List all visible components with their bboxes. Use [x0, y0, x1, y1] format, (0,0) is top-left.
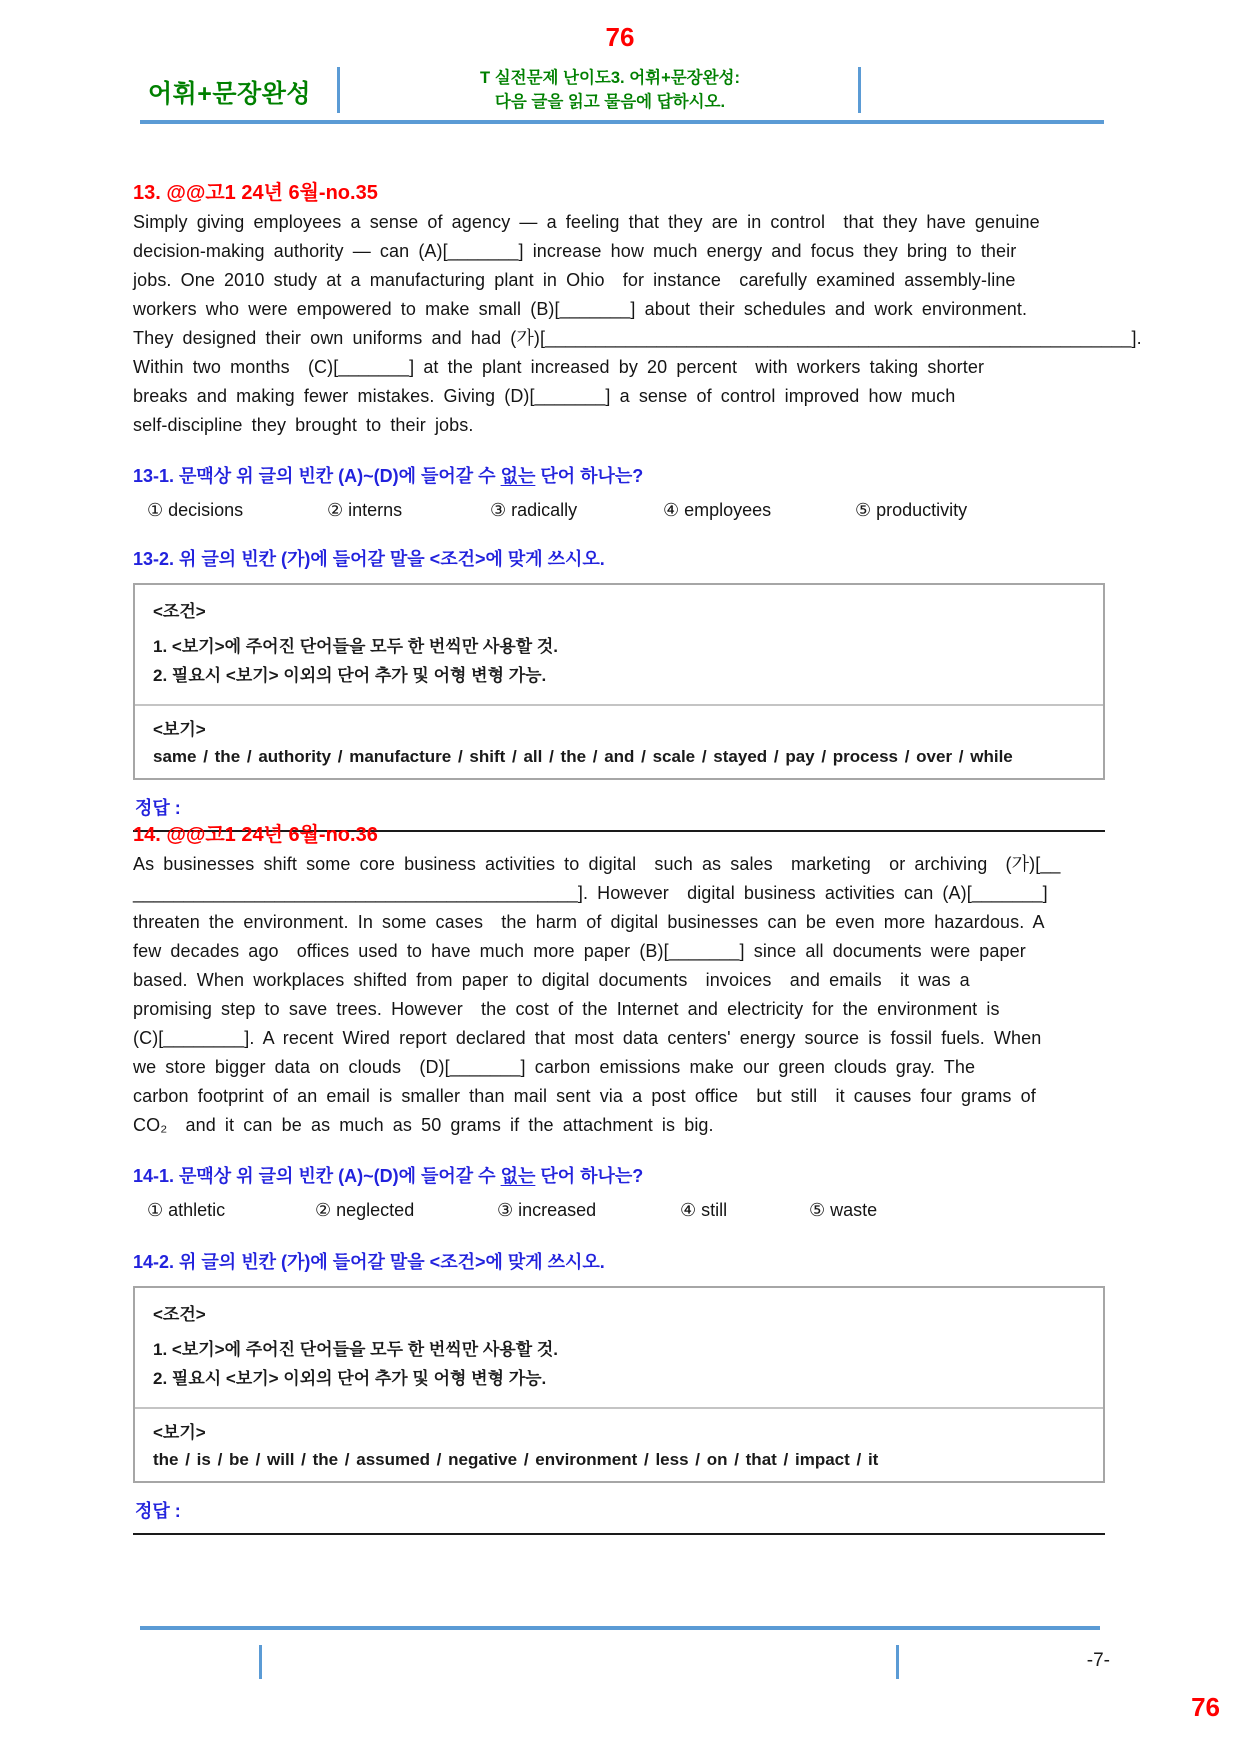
option-1: ① athletic [147, 1200, 226, 1220]
paragraph-line: based. When workplaces shifted from paper to digital documents invoices and emails it was a [133, 970, 970, 990]
condition-line: 1. <보기>에 주어진 단어들을 모두 한 번씩만 사용할 것. [153, 637, 558, 656]
option-3: ③ radically [490, 500, 578, 520]
paragraph-line: few decades ago offices used to have much more paper (B)[_______] since all documents were paper [133, 941, 1026, 961]
condition-line: 2. 필요시 <보기> 이외의 단어 추가 및 어형 변형 가능. [153, 666, 547, 685]
option-1: ① decisions [147, 500, 244, 520]
word-bank-section [135, 706, 1103, 778]
question-14-2-label: 14-2. 위 글의 빈칸 (가)에 들어갈 말을 <조건>에 맞게 쓰시오. [133, 1252, 605, 1272]
paragraph-line: carbon footprint of an email is smaller than mail sent via a post office but still it causes four grams of [133, 1086, 1036, 1106]
section-14-passage [133, 850, 1105, 1140]
paragraph-line: Within two months (C)[_______] at the plant increased by 20 percent with workers taking shorter [133, 357, 985, 377]
header-center [380, 66, 840, 114]
footer-divider-right [896, 1645, 899, 1679]
question-13-2-label: 13-2. 위 글의 빈칸 (가)에 들어갈 말을 <조건>에 맞게 쓰시오. [133, 549, 605, 569]
paragraph-line: (C)[________]. A recent Wired report declared that most data centers' energy source is fossil fuels. When [133, 1028, 1042, 1048]
question-label-prefix: 14-1. 문맥상 위 글의 빈칸 (A)~(D)에 들어갈 수 [133, 1166, 501, 1186]
condition-line: 2. 필요시 <보기> 이외의 단어 추가 및 어형 변형 가능. [153, 1369, 547, 1388]
condition-box [133, 1286, 1105, 1483]
header-rule [140, 120, 1104, 124]
paragraph-line: self-discipline they brought to their jobs. [133, 415, 474, 435]
header-center-line2: 다음 글을 읽고 물음에 답하시오. [494, 93, 726, 111]
condition-section [135, 585, 1103, 704]
question-13-1 [133, 462, 1105, 526]
paragraph-line: promising step to save trees. However the cost of the Internet and electricity for the environment is [133, 999, 1000, 1019]
question-label-suffix: 단어 하나는? [535, 466, 644, 486]
word-bank-section [135, 1409, 1103, 1481]
condition-section [135, 1288, 1103, 1407]
page-number-top: 76 [605, 22, 635, 52]
question-14-1-options [133, 1200, 1105, 1226]
paragraph-line: decision-making authority — can (A)[_______] increase how much energy and focus they bring to their [133, 241, 1017, 261]
footer-divider-left [259, 1645, 262, 1679]
section-14-title-block [133, 818, 1105, 847]
paragraph-line: CO₂ and it can be as much as 50 grams if the attachment is big. [133, 1115, 714, 1135]
option-5: ⑤ productivity [855, 500, 968, 520]
answer-blank-line[interactable] [133, 1493, 1105, 1535]
question-14-1 [133, 1162, 1105, 1226]
question-14-2 [133, 1248, 1105, 1535]
footer-page-label: -7- [1086, 1650, 1110, 1671]
section-title: 13. @@고1 24년 6월-no.35 [133, 182, 378, 204]
footer-rule [140, 1626, 1100, 1630]
page-number-bottom: 76 [1191, 1692, 1220, 1722]
question-label-underlined: 없는 [500, 466, 536, 486]
answer-label: 정답 : [135, 798, 181, 818]
word-bank-words: same / the / authority / manufacture / shift / all / the / and / scale / stayed / pay / process / over / while [153, 747, 1013, 766]
section-13-passage [133, 208, 1142, 440]
answer-label: 정답 : [135, 1501, 181, 1521]
paragraph-line: jobs. One 2010 study at a manufacturing plant in Ohio for instance carefully examined assembly-line [133, 270, 1016, 290]
option-4: ④ still [680, 1200, 728, 1220]
option-4: ④ employees [663, 500, 772, 520]
paragraph-line: breaks and making fewer mistakes. Giving (D)[_______] a sense of control improved how much [133, 386, 956, 406]
question-13-1-options [133, 500, 1105, 526]
paragraph-line: we store bigger data on clouds (D)[_______] carbon emissions make our green clouds gray. The [133, 1057, 976, 1077]
question-13-2 [133, 545, 1105, 832]
section-title: 14. @@고1 24년 6월-no.36 [133, 824, 378, 846]
header-divider-right [858, 67, 861, 113]
paragraph-line: As businesses shift some core business activities to digital such as sales marketing or archiving (가)[__ [133, 854, 1061, 874]
paragraph-line: Simply giving employees a sense of agency — a feeling that they are in control that they have genuine [133, 212, 1040, 232]
paragraph-line: ____________________________________________]. However digital business activities can (A)[_______] [133, 883, 1048, 903]
condition-title: <조건> [153, 1305, 206, 1324]
condition-title: <조건> [153, 602, 206, 621]
option-3: ③ increased [497, 1200, 597, 1220]
option-2: ② interns [327, 500, 403, 520]
header-left-title: 어휘+문장완성 [148, 80, 312, 108]
word-bank-title: <보기> [153, 1423, 206, 1442]
question-13-1-label [133, 462, 1105, 488]
question-14-1-label [133, 1162, 1105, 1188]
paragraph-line: They designed their own uniforms and had (가)[__________________________________________________________]. [133, 328, 1142, 348]
word-bank-title: <보기> [153, 720, 206, 739]
question-label-suffix: 단어 하나는? [535, 1166, 644, 1186]
word-bank-words: the / is / be / will / the / assumed / negative / environment / less / on / that / impact / it [153, 1450, 879, 1469]
option-2: ② neglected [315, 1200, 415, 1220]
header-divider-left [337, 67, 340, 113]
question-label-prefix: 13-1. 문맥상 위 글의 빈칸 (A)~(D)에 들어갈 수 [133, 466, 501, 486]
header-center-line1: T 실전문제 난이도3. 어휘+문장완성: [480, 69, 740, 87]
condition-box [133, 583, 1105, 780]
paragraph-line: threaten the environment. In some cases the harm of digital businesses can be even more hazardous. A [133, 912, 1045, 932]
option-5: ⑤ waste [809, 1200, 878, 1220]
section-13-title-block [133, 176, 1105, 205]
paragraph-line: workers who were empowered to make small (B)[_______] about their schedules and work environment. [133, 299, 1028, 319]
question-label-underlined: 없는 [500, 1166, 536, 1186]
condition-line: 1. <보기>에 주어진 단어들을 모두 한 번씩만 사용할 것. [153, 1340, 558, 1359]
